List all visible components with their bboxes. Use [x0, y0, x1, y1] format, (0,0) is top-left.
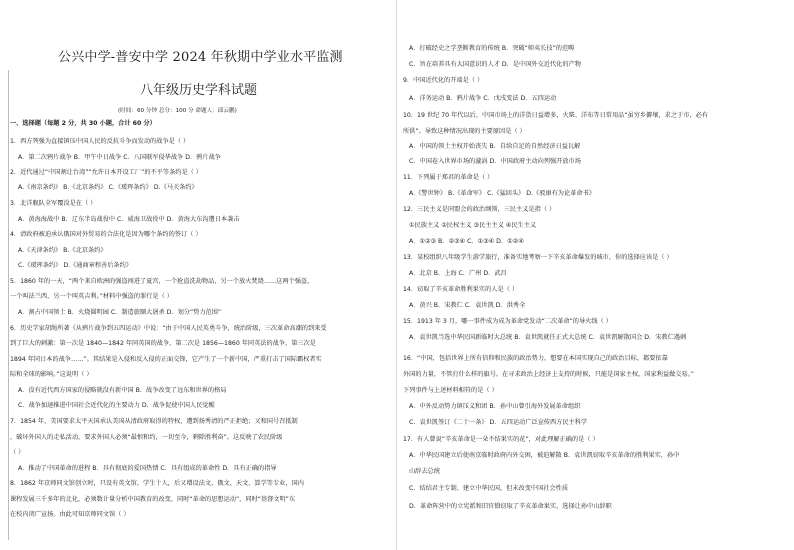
question-line: 1．西方列强为直接镇压中国人民的反抗斗争而发动的战争是（ ）	[10, 138, 190, 145]
question-line: 10．19 世纪 70 年代以后，中国市场上的洋货日益增多，火柴、洋布等日常用品“虽穷乡僻壤，求之于市，必有	[403, 112, 708, 119]
question-line: 13．某校组织八年级学生游学旅行，准备实地考察一下辛亥革命爆发的城市，你的选择应该是（ ）	[403, 254, 673, 261]
question-line: 17．有人曾说“辛亥革命是一朵不结果实的花”，对此理解正确的是（ ）	[403, 436, 599, 443]
question-line: 课程发展三千多年的北化，必须数计量分析中国教育的改变，同时“革命的思想运动”，同时“基督文明”东	[10, 496, 296, 503]
option-line: A．①②③ B．②③④ C．①③④ D．①②④	[409, 238, 524, 245]
question-line: 14．窃取了辛亥革命胜利果实的人是（ ）	[403, 286, 519, 293]
option-line: C．旨在培养具有大国意识的人才 D．是中国外交近代化的产物	[409, 61, 581, 68]
option-line: A．黄海海战中 B．辽东半岛战役中 C．威海卫战役中 D．黄海大东沟遭日本袭击	[18, 216, 240, 223]
question-line: 4．清政府被迫承认俄国对外贸易的合法化是因为哪个条约的签订（ ）	[10, 231, 202, 238]
option-line: A．中外反动势力镇压义和团 B．孙中山曾引海外发展革命组织	[409, 403, 581, 410]
option-line: A．北京 B．上海 C．广州 D．武昌	[409, 270, 507, 277]
option-line: A．中华民国建立后使南京临时政府内外交困，被迫解散 B．袁世凯窃取辛亥革命的胜利果实，孙中	[409, 452, 680, 459]
exam-meta: (时间：60 分钟 总分：100 分 命题人：邱云鹏)	[118, 108, 237, 114]
question-line: （ ）	[10, 449, 25, 456]
question-line: 一个叫法兰西，另一个叫英吉利。”材料中强盗的罪行是（ ）	[10, 293, 173, 300]
question-line: ，破坏外国人的走私活动，要求外国人必须“最恨和约，一切至今，剩除胜利奋”。这反映了农民阶级	[10, 434, 283, 441]
question-line: 下列事件与上述材料相符的是（ ）	[403, 387, 498, 394]
option-line: A．打破经史之学垄断教育的传统 B．突破“师夷长技”的范畴	[409, 45, 575, 52]
question-line: 际和全球的影响。”这说明（ ）	[10, 371, 93, 378]
option-line: A．没有近代西方国家的侵略就没有新中国 B．战争改变了远东和世界的格局	[18, 387, 227, 394]
question-line: 15．1913 年 3 月，哪一事件成为成为革命党发动“二次革命”的导火线（ ）	[403, 318, 612, 325]
question-line: 12．三民主义是同盟会的政治纲领，三民主义是指（ ）	[403, 206, 556, 213]
question-line: 5．1860 年的一天，“两个来自欧洲的强盗闯进了夏宫，一个抢盗洗劫物品，另一个放火焚烧……这两个强盗，	[10, 278, 314, 285]
option-line: A.《天津条约》 B.《北京条约》	[18, 247, 107, 254]
option-line: 山辞去总统	[409, 468, 440, 475]
option-line: A.《警世钟》 B.《革命军》 C.《猛回头》 D.《驳康有为论革命书》	[409, 190, 595, 197]
option-line: C.《瑷珲条约》 D.《通商章程善后条约》	[18, 262, 132, 269]
option-line: ①民族主义 ②民权主义 ③民主主义 ④民生主义	[409, 222, 537, 229]
option-line: A．推动了中国革命的进程 B．具有彻底的爱国热情 C．具有组成的革命性 D．具有正确的指导	[18, 465, 277, 472]
option-line: C．袁世凯签订《二十一条》 D．五四运动广泛宣传西方民主科学	[409, 419, 588, 426]
option-line: C．战争加速推进中国社会近代化的主要动力 D．战争促使中国人民觉醒	[18, 402, 215, 409]
option-line: C．中国卷入世界市场的漩涡 D．中国政府主动向列强开放市场	[409, 158, 581, 165]
question-line: 在校内闭广宣扬。由此可知京师同文馆（ ）	[10, 511, 130, 518]
question-line: 8．1862 年京师同文馆创立时，只设有英文馆，学生十人，后又增设法文、俄文、天文、算学等专业，国内	[10, 480, 304, 487]
question-line: 所供”。导致这种情况出现的主要原因是（ ）	[403, 128, 526, 135]
question-line: 7．1854 年，美国要求太平天国承认美国从清政府取得的特权，遭到扬秀清的严正拒绝；又和国号召抵制	[10, 418, 298, 425]
question-line: 9．中国近代化的开端是（ ）	[403, 77, 484, 84]
option-line: C．结结君主专制、建立中华民国，但未改变中国社会性质	[409, 485, 569, 492]
option-line: A．中国的领土主权开始丧失 B．自给自足的自然经济日益瓦解	[409, 143, 581, 150]
exam-title: 公兴中学-普安中学 2024 年秋期中学业水平监测	[58, 50, 343, 65]
option-line: A．洋务运动 B．鸦片战争 C．戊戌变法 D．五四运动	[409, 95, 557, 102]
section-heading: 一、选择题（每题 2 分，共 30 小题，合计 60 分）	[10, 120, 156, 127]
option-line: A．袁世凯当选中华民国新临时大总统 B．袁世凯就任正式大总统 C．袁世凯解散国会 D．宋教仁遇刺	[409, 334, 687, 341]
right-column	[397, 0, 794, 550]
option-line: A．割占中国领土 B．火烧圆明园 C．制造旅顺大屠杀 D．划分“势力范围”	[18, 309, 222, 316]
question-line: 16．“中国，包括世界上所有信仰和民族的政治势力，想要在本国实现自己的政治目标，都要依靠	[403, 355, 668, 362]
margin-line	[8, 70, 9, 540]
question-line: 外国的力量，不管打什么样的旗号。在寻求政治上经济上支持的时候，只能是国家主权、国家利益做交易。”	[403, 371, 694, 378]
question-line: 11．下列属于郑君的革命是（ ）	[403, 174, 494, 181]
question-line: 3．北洋舰队全军覆没是在（ ）	[10, 200, 97, 207]
question-line: 2．近代通过“中国割让台湾”“允许日本开设工厂”的不平等条约是（ ）	[10, 169, 202, 176]
question-line: 到了巨大的刺激：第一次是 1840—1842 年同英国的战争，第二次是 1856—1860 年同英法的战争，第三次是	[10, 340, 316, 347]
exam-subtitle: 八年级历史学科试题	[140, 83, 258, 98]
option-line: D．革命阵营中的立宪派和旧官僚窃取了辛亥革命果实，选择让孙中山辞职	[409, 503, 612, 510]
question-line: 6．历史学家胡绳所著《从鸦片战争到五四运动》中说：“由于中国人民英勇斗争，统治阶级，三次革命高潮的到来受	[10, 325, 327, 332]
option-line: A．第二次鸦片战争 B．甲午中日战争 C．八国联军侵华战争 D．鸦片战争	[18, 154, 221, 161]
option-line: A.《南京条约》 B.《北京条约》 C.《瑷珲条约》 D.《马关条约》	[18, 184, 198, 191]
option-line: A．黄兴 B．宋教仁 C．袁世凯 D．洪秀全	[409, 302, 526, 309]
question-line: 1894 年同日本的战争……”。其结果是入侵和反入侵的正面交锋，它产生了一个新中国，严重打击了国际霸权者实	[10, 356, 322, 363]
